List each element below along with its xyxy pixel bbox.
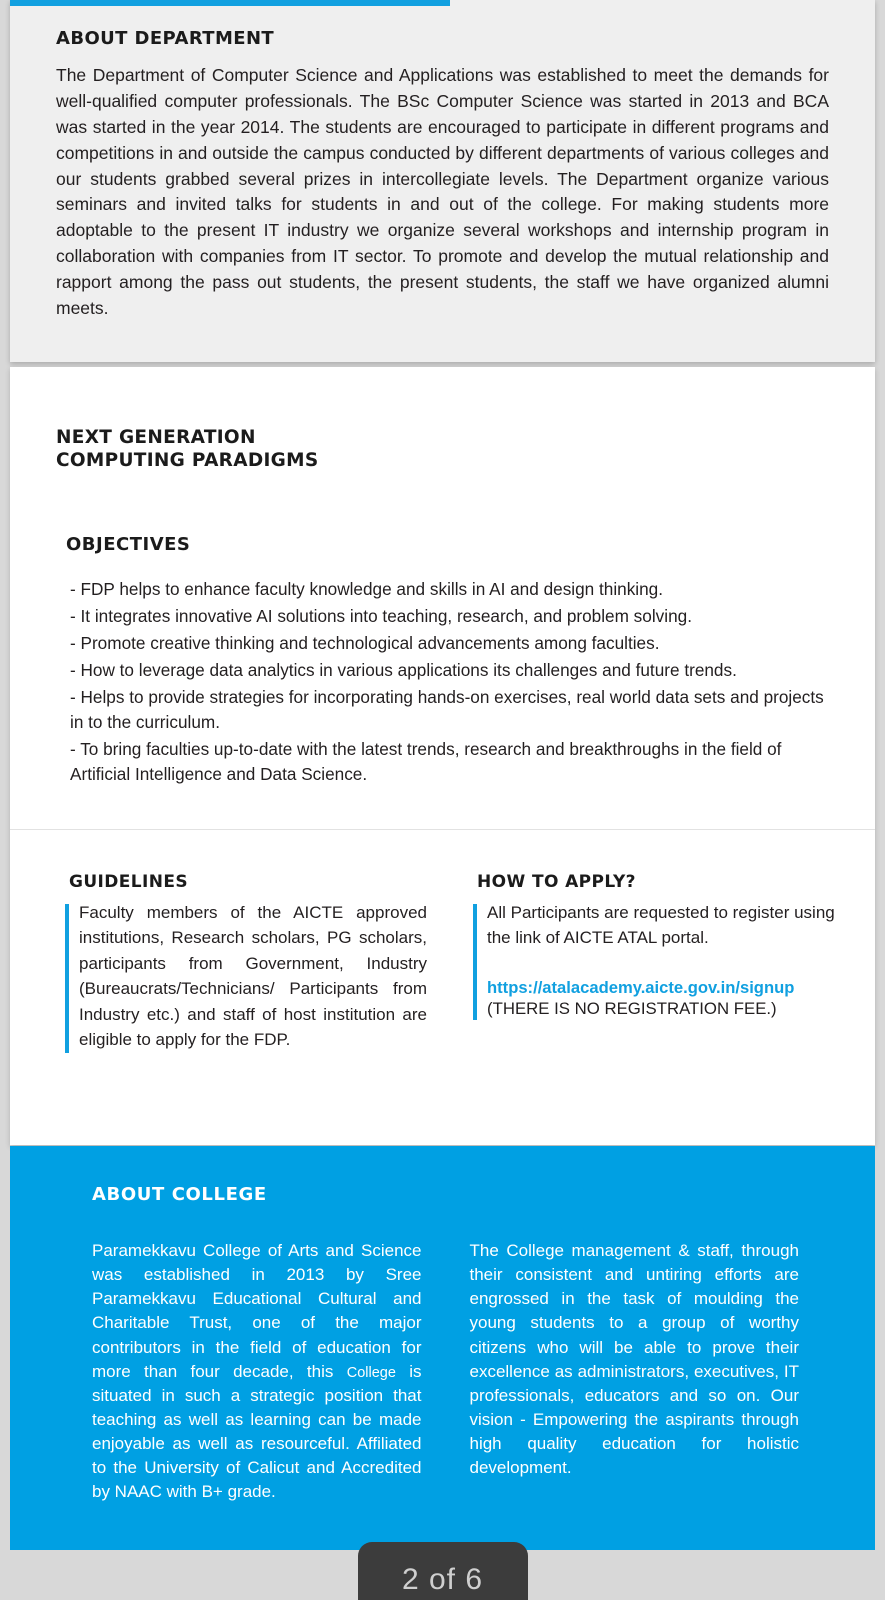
program-title-line1: NEXT GENERATION — [56, 427, 256, 448]
about-college-right-text: The College management & staff, through their consistent and untiring efforts are engrossed in the task of moulding the young students to a group of worthy citizens who will be able to prove their excellence as administrators, executives, IT professionals, educators and so on. Our vision - Empowering the aspirants through high quality education for holistic development. — [469, 1241, 799, 1478]
objective-item: - To bring faculties up-to-date with the latest trends, research and breakthroughs in the field of Artificial Intelligence and Data Science. — [70, 738, 782, 784]
accent-bar — [10, 0, 450, 6]
guidelines-text: Faculty members of the AICTE approved institutions, Research scholars, PG scholars, participants from Government, Industry (Bureaucrats/Technicians/ Participants from Industry etc.) and staff of host institution are eligible to apply for the FDP. — [79, 902, 427, 1050]
about-college-section — [10, 1146, 875, 1550]
objective-item: - Helps to provide strategies for incorporating hands-on exercises, real world data sets and projects in to the curriculum. — [70, 686, 824, 732]
guidelines-column — [65, 872, 427, 1053]
how-to-apply-body — [473, 900, 835, 1020]
objectives-heading: OBJECTIVES — [66, 534, 191, 556]
page-indicator-label: 2 of 6 — [401, 1563, 484, 1596]
registration-fee-note: (THERE IS NO REGISTRATION FEE.) — [487, 999, 777, 1019]
objective-item: - It integrates innovative AI solutions into teaching, research, and problem solving. — [70, 606, 692, 627]
guidelines-body — [65, 900, 427, 1053]
objective-item: - FDP helps to enhance faculty knowledge and skills in AI and design thinking. — [70, 579, 664, 600]
about-college-right-column — [470, 1239, 800, 1504]
program-card — [10, 367, 875, 1145]
program-title — [56, 427, 875, 472]
how-to-apply-text: All Participants are requested to register using the link of AICTE ATAL portal. — [487, 902, 835, 948]
about-college-left-part1: Paramekkavu College of Arts and Science was established in 2013 by Sree Paramekkavu Educational Cultural and Charitable Trust, one of the major contributors in the field of education for more than four decade, this — [92, 1241, 422, 1381]
about-department-heading: ABOUT DEPARTMENT — [56, 28, 275, 49]
about-college-left-part2: is situated in such a strategic position that teaching as well as learning can be made enjoyable as well as resourceful. Affiliated to the University of Calicut and Accredited by NAAC with B+ grade. — [92, 1361, 422, 1502]
how-to-apply-column — [473, 872, 835, 1053]
about-department-card — [10, 0, 875, 362]
program-title-line2: COMPUTING PARADIGMS — [56, 449, 319, 471]
page-indicator — [358, 1542, 528, 1600]
guidelines-apply-row — [10, 830, 875, 1053]
how-to-apply-heading: HOW TO APPLY? — [477, 871, 636, 892]
about-college-heading: ABOUT COLLEGE — [92, 1184, 267, 1205]
about-college-left-small: College — [346, 1364, 396, 1381]
about-college-left-column — [92, 1239, 422, 1504]
about-department-paragraph: The Department of Computer Science and Applications was established to meet the demands for well-qualified computer professionals. The BSc Computer Science was started in 2013 and BCA was started in the year 2014. The students are encouraged to participate in different programs and competitions in and outside the campus conducted by different departments of various colleges and our students grabbed several prizes in intercollegiate levels. The Department organize various seminars and invited talks for students in and out of the college. For making students more adoptable to the present IT industry we organize several workshops and internship program in collaboration with companies from IT sector. To promote and develop the mutual relationship and rapport among the pass out students, the present students, the staff we have organized alumni meets. — [56, 65, 829, 319]
objectives-section — [10, 534, 875, 787]
about-college-left-text — [92, 1239, 422, 1504]
card-spacer — [10, 1053, 875, 1145]
objective-item: - Promote creative thinking and technological advancements among faculties. — [70, 633, 660, 653]
atal-portal-link[interactable]: https://atalacademy.aicte.gov.in/signup — [487, 977, 795, 997]
objective-item: - How to leverage data analytics in various applications its challenges and future trends. — [70, 659, 737, 680]
guidelines-heading: GUIDELINES — [69, 871, 189, 892]
